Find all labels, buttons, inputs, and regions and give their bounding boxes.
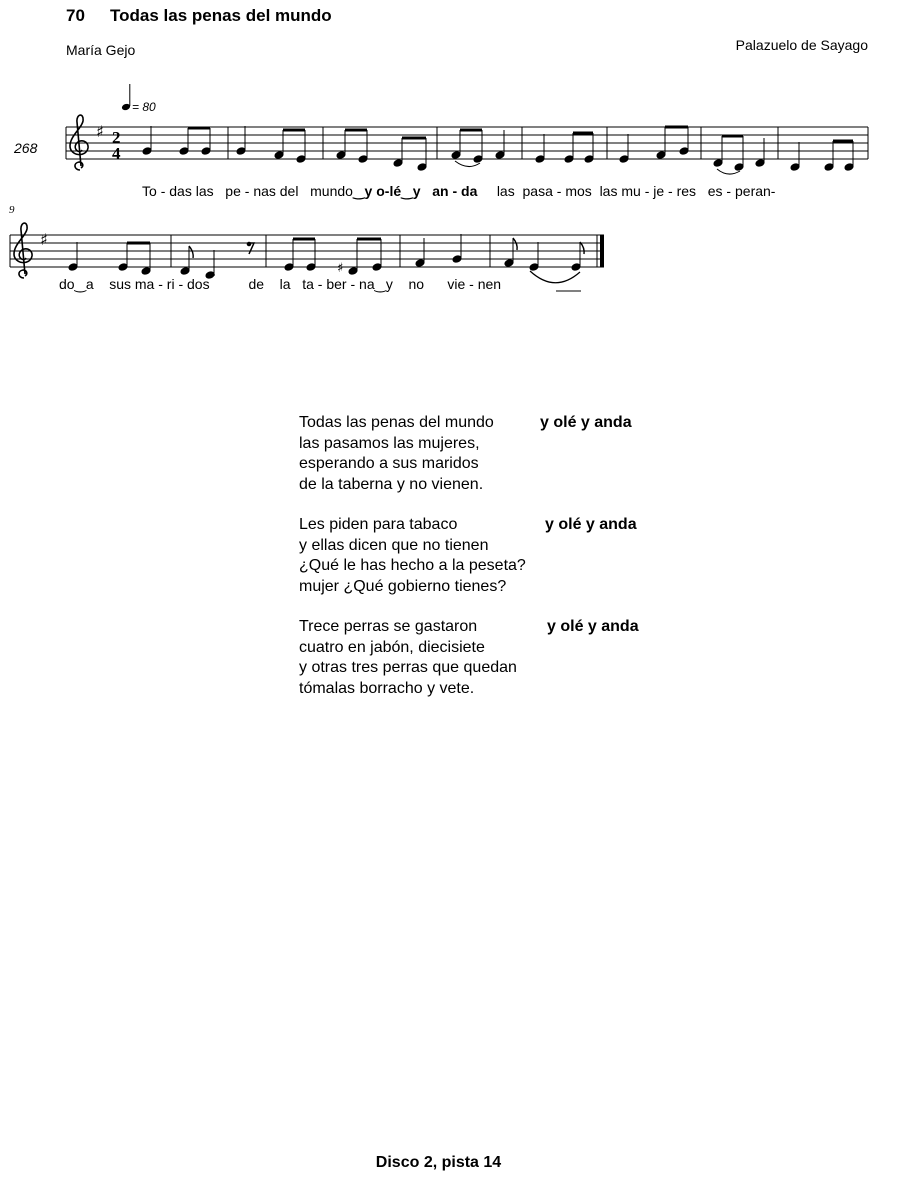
verse-line: cuatro en jabón, diecisiete <box>299 638 485 656</box>
verse-line: de la taberna y no vienen. <box>299 475 484 493</box>
verse-line: Todas las penas del mundo y olé y anda <box>299 413 494 434</box>
place-name: Palazuelo de Sayago <box>735 37 868 53</box>
lyrics-line-1: To - das las pe - nas del mundo‿y o-lé‿y an - da las pasa - mos las mu - je - res es - peran- <box>142 183 776 199</box>
refrain: y olé y anda <box>540 414 632 431</box>
verse-2 <box>299 515 637 597</box>
music-score <box>0 0 900 300</box>
staff-system-1 <box>66 127 868 159</box>
notes-system-1 <box>142 126 854 174</box>
verse-line: ¿Qué le has hecho a la peseta? <box>299 557 526 574</box>
lyrics-line-2: do‿a sus ma - ri - dos de la ta - ber - na‿y no vie - nen <box>59 276 502 292</box>
tempo-text: = 80 <box>132 100 156 114</box>
sharp-icon: ♯ <box>337 261 344 276</box>
track-reference: Disco 2, pista 14 <box>375 1154 502 1171</box>
tempo-marking <box>121 84 156 114</box>
verse-3 <box>299 617 639 699</box>
verse-line: y ellas dicen que no tienen <box>299 536 489 554</box>
catalog-number: 268 <box>14 140 38 156</box>
measure-number: 9 <box>9 204 15 216</box>
sharp-icon: ♯ <box>96 122 104 141</box>
time-signature-bottom: 4 <box>112 144 121 163</box>
refrain: y olé y anda <box>547 618 639 635</box>
verse-line: y otras tres perras que quedan <box>299 659 517 676</box>
verse-line: Les piden para tabaco y olé y anda <box>299 515 526 536</box>
verse-line: mujer ¿Qué gobierno tienes? <box>299 577 507 595</box>
verse-line: las pasamos las mujeres, <box>299 434 480 452</box>
song-title: Todas las penas del mundo <box>110 6 332 25</box>
refrain: y olé y anda <box>545 516 637 533</box>
verse-line: esperando a sus maridos <box>299 455 479 472</box>
final-barline <box>600 235 604 267</box>
time-signature-top: 2 <box>112 128 121 147</box>
sharp-icon: ♯ <box>40 230 48 249</box>
singer-name: María Gejo <box>66 42 136 58</box>
song-number: 70 <box>66 6 85 25</box>
verse-1 <box>299 413 632 495</box>
verse-line: Trece perras se gastaron y olé y anda <box>299 617 517 638</box>
verse-line: tómalas borracho y vete. <box>299 679 475 697</box>
